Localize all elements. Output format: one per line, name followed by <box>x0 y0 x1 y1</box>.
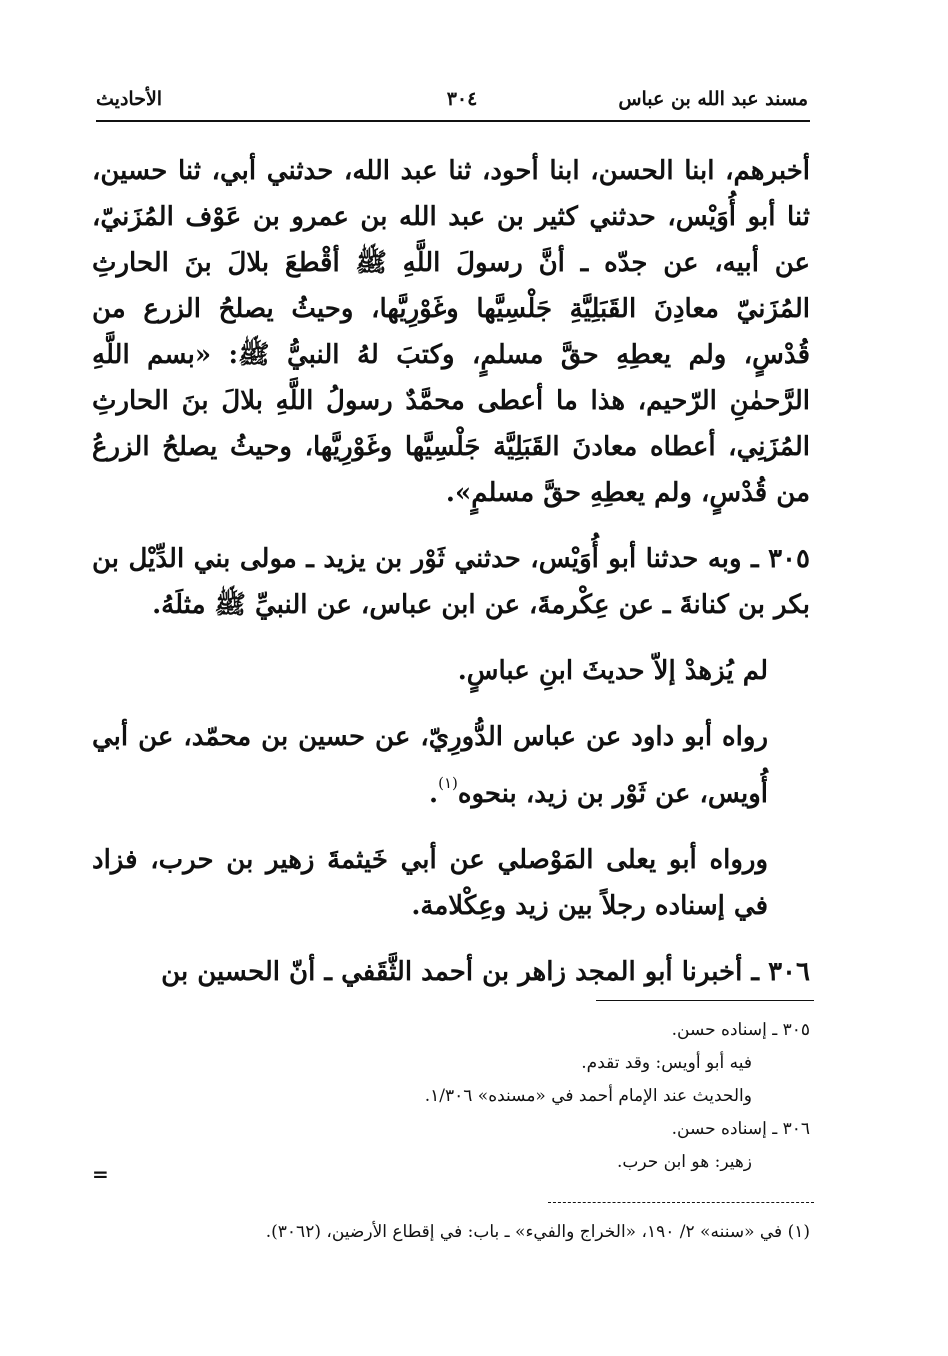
main-text <box>92 148 810 995</box>
page-number: ٣٠٤ <box>446 88 478 110</box>
note-306-grade: ٣٠٦ ـ إسناده حسن. <box>671 1119 810 1139</box>
hadith-number: ٣٠٥ ـ <box>751 544 810 574</box>
running-header-section: الأحاديث <box>96 88 163 110</box>
header-rule <box>96 120 810 122</box>
footnote-reference[interactable]: (١) <box>438 774 458 792</box>
continuation-mark: = <box>92 1162 109 1186</box>
hadith-305-text: وبه حدثنا أبو أُوَيْس، حدثني ثَوْر بن يزيد ـ مولى بني الدِّيْل بن بكر بن كنانةَ ـ عن عِكْرمةَ، عن ابن عباس، عن النبيِّ ﷺ مثلَهُ. <box>92 544 810 620</box>
note-305-narrator: فيه أبو أويس: وقد تقدم. <box>581 1053 752 1073</box>
sentence-end: . <box>429 779 439 809</box>
abu-yala-paragraph: ورواه أبو يعلى المَوْصلي عن أبي خَيثمةَ زهير بن حرب، فزاد في إسناده رجلاً بين زيد وعِكْلامة. <box>92 845 768 921</box>
notes-rule <box>596 1000 814 1001</box>
hadith-305 <box>92 536 810 628</box>
footnote-1: (١) في «سننه» ٢/ ١٩٠، «الخراج والفيء» ـ باب: في إقطاع الأرضين، (٣٠٦٢). <box>265 1222 810 1242</box>
hadith-306-text: أخبرنا أبو المجد زاهر بن أحمد الثَّقَفي ـ أنّ الحسين بن <box>161 957 743 987</box>
note-305-grade: ٣٠٥ ـ إسناده حسن. <box>671 1020 810 1040</box>
hadith-304-text: أخبرهم، ابنا الحسن، ابنا أحود، ثنا عبد الله، حدثني أبي، ثنا حسين، ثنا أبو أُوَيْس، حدثني كثير بن عبد الله بن عمرو بن عَوْف المُزَنيّ، عن أبيه، عن جدّه ـ أنَّ رسولَ اللَّهِ ﷺ أقْطعَ بلالَ بنَ الحارثِ المُزَنيّ معادِنَ القَبَلِيَّةِ جَلْسِيَّها وغَوْرِيَّها، وحيثُ يصلحُ الزرع من قُدْسٍ، ولم يعطِهِ حقَّ مسلمٍ، وكتبَ لهُ النبيُّ ﷺ: «بسم اللَّهِ الرَّحمٰنِ الرّحيم، هذا ما أعطى محمَّدٌ رسولُ اللَّهِ بلالَ بنَ الحارثِ المُزَنِي، أعطاه معادنَ القَبَلِيَّة جَلْسِيَّها وغَوْرِيَّها، وحيثُ يصلحُ الزرعُ من قُدْسٍ، ولم يعطِهِ حقَّ مسلمٍ». <box>92 156 810 508</box>
abu-dawud-text: رواه أبو داود عن عباس الدُّورِيّ، عن حسين بن محمّد، عن أبي أُويس، عن ثَوْر بن زيد، بنحوه <box>92 722 768 809</box>
hadith-306 <box>92 949 810 995</box>
comment-paragraph: لم يُزهدْ إلاّ حديثَ ابنِ عباسٍ. <box>457 656 768 686</box>
note-306-narrator: زهير: هو ابن حرب. <box>616 1152 752 1172</box>
abu-dawud-paragraph <box>92 714 810 817</box>
footnote-rule <box>548 1202 814 1203</box>
hadith-number: ٣٠٦ ـ <box>751 957 810 987</box>
running-header-title: مسند عبد الله بن عباس <box>618 88 808 110</box>
editor-notes <box>92 1014 810 1179</box>
note-305-source: والحديث عند الإمام أحمد في «مسنده» ١/٣٠٦. <box>424 1086 752 1106</box>
